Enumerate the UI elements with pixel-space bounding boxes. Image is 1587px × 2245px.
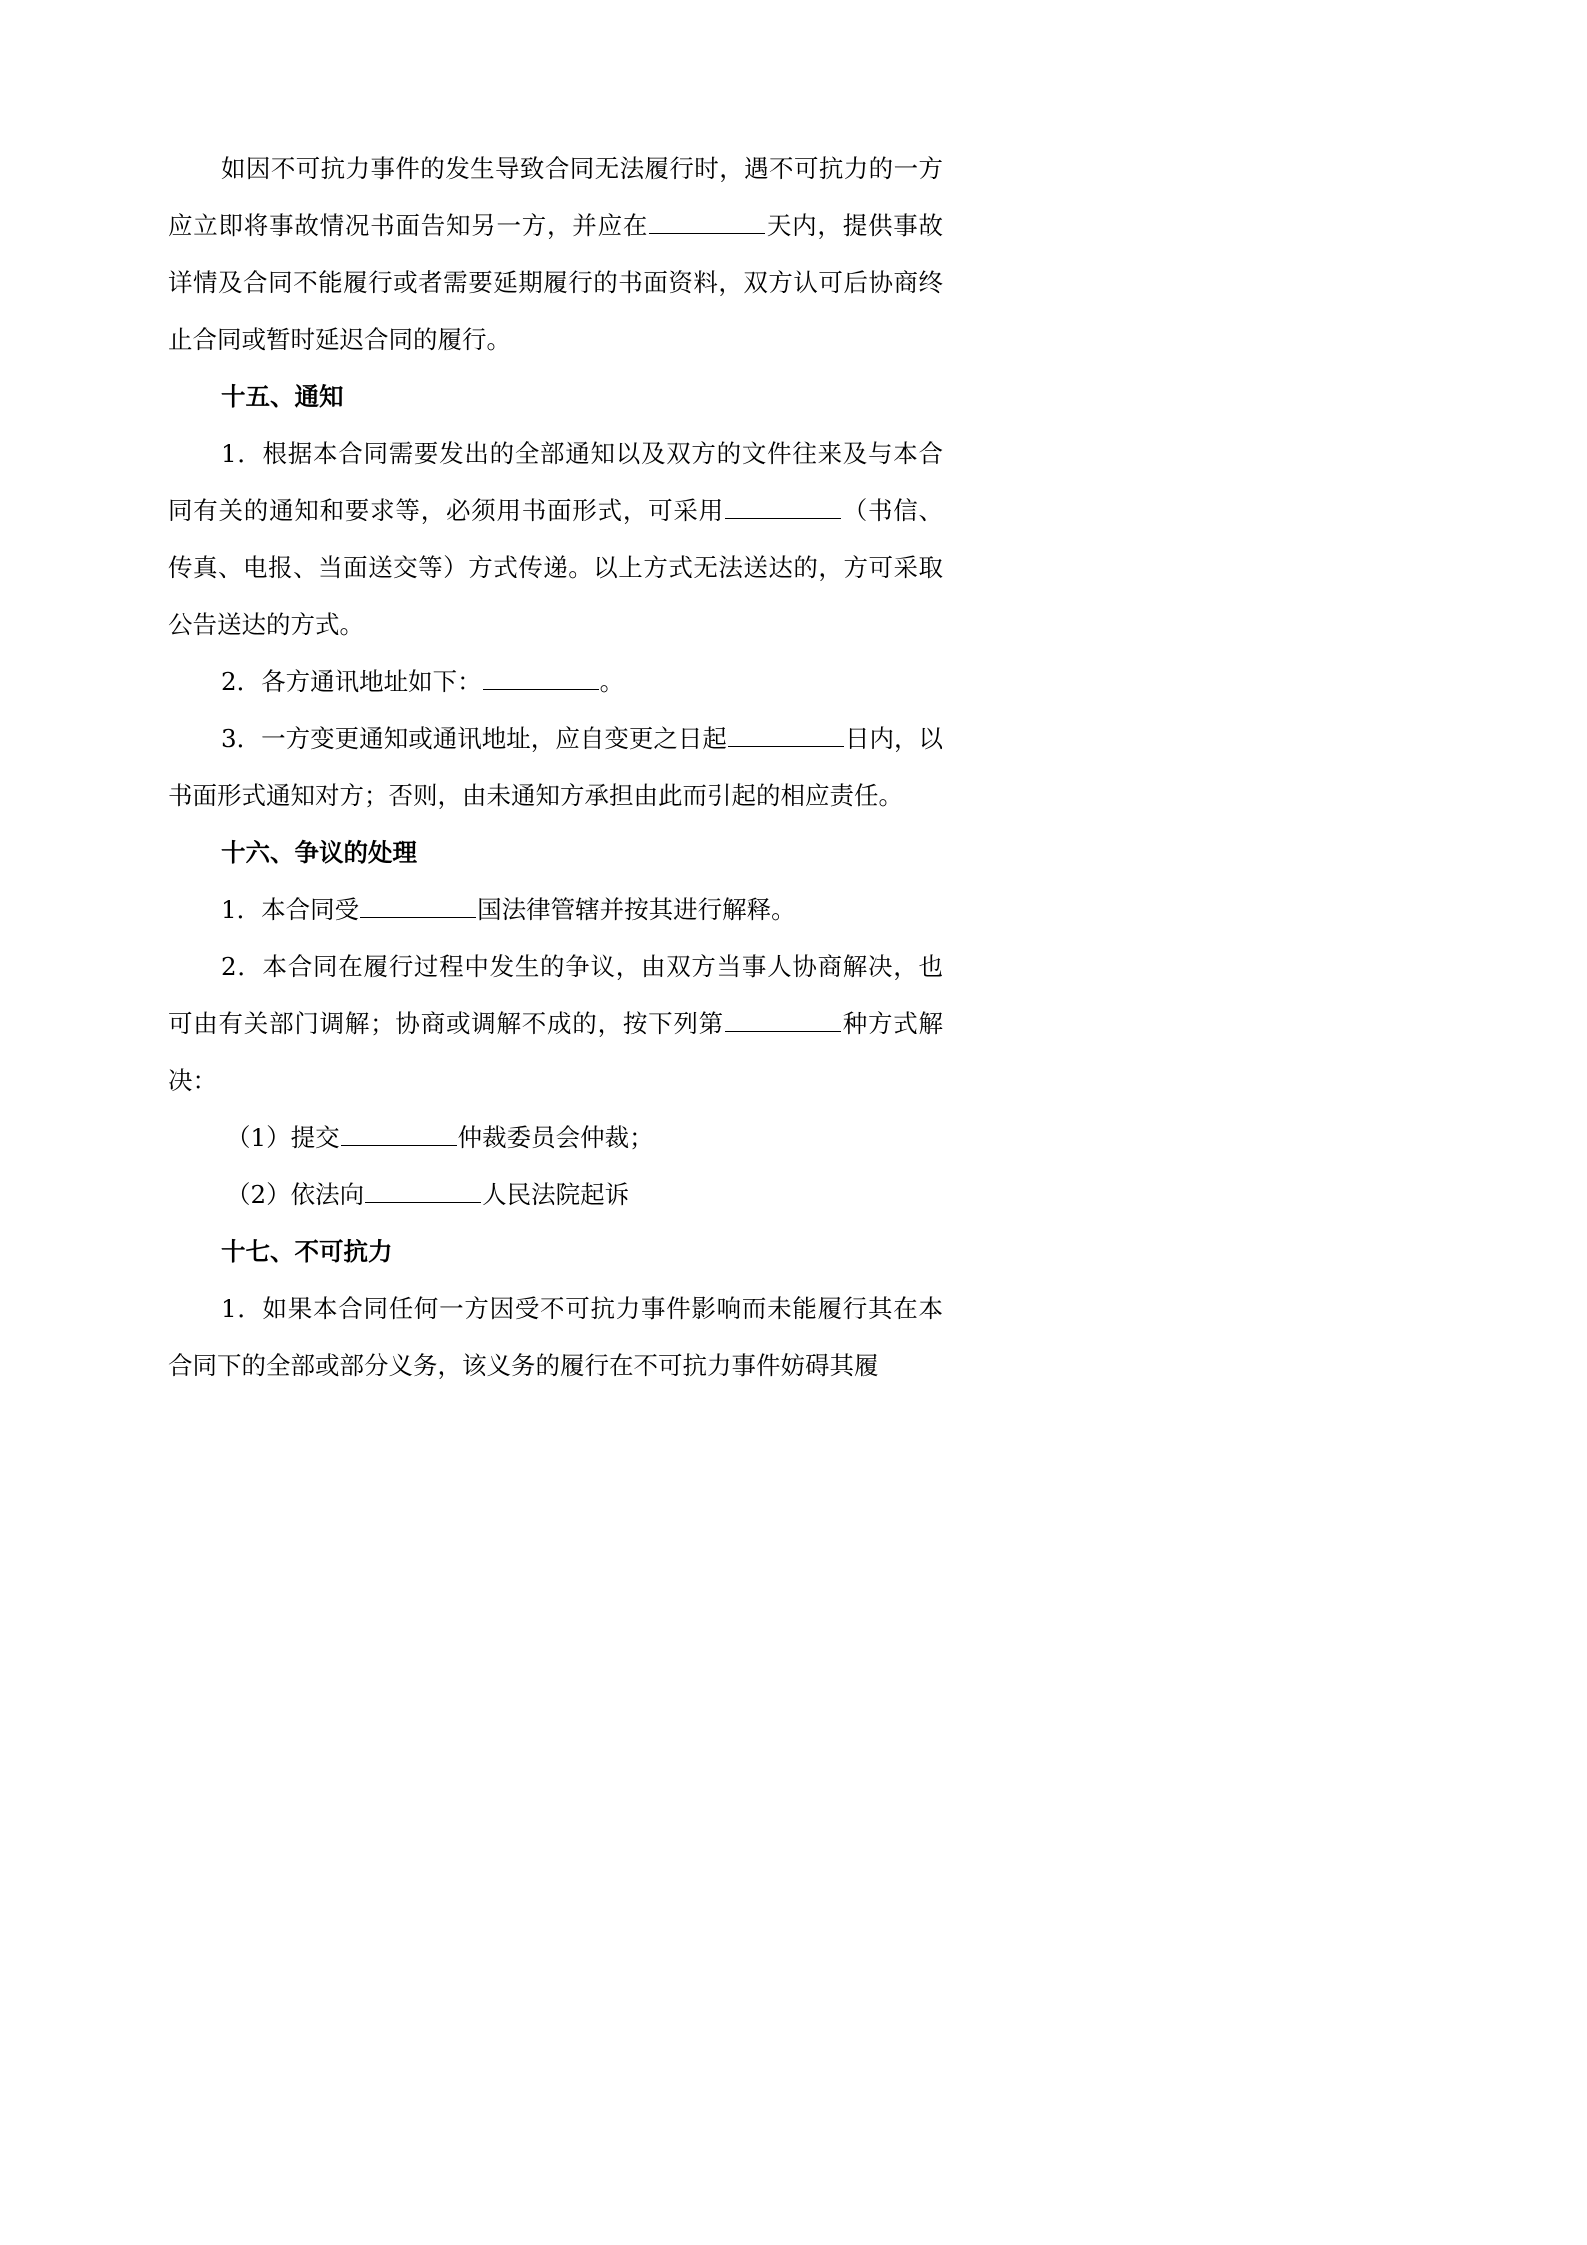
- section-heading-notice: 十五、通知: [221, 382, 344, 411]
- text-segment: 3．一方变更通知或通讯地址，应自变更之日起: [221, 724, 727, 753]
- blank-field-address[interactable]: [483, 667, 599, 690]
- blank-field-country[interactable]: [360, 895, 476, 918]
- blank-field-days[interactable]: [649, 211, 765, 234]
- blank-field-delivery-method[interactable]: [725, 496, 841, 519]
- clause-16-2-option-2: [168, 1166, 943, 1223]
- text-segment: （1）提交: [226, 1123, 340, 1152]
- text-segment: 人民法院起诉: [482, 1180, 630, 1209]
- document-body: [168, 140, 943, 1394]
- blank-field-method-number[interactable]: [725, 1009, 841, 1032]
- text-segment: 2．各方通讯地址如下：: [221, 667, 482, 696]
- text-segment: （书信、传真、电报、当面送交等）方式传递。以上方式无法送达的，方可采取公告送达的方式。: [168, 496, 943, 639]
- text-segment: 仲裁委员会仲裁；: [457, 1123, 654, 1152]
- clause-16-2: [168, 938, 943, 1109]
- blank-field-court[interactable]: [365, 1180, 481, 1203]
- text-segment: 如因不可抗力事件的发生导致合同无法履行时，遇不可抗力的一方应立即将事故情况书面告知另一方，并应在: [168, 154, 943, 240]
- text-segment: 2．本合同在履行过程中发生的争议，由双方当事人协商解决，也可由有关部门调解；协商或调解不成的，按下列第: [168, 952, 943, 1038]
- clause-17-1: 1．如果本合同任何一方因受不可抗力事件影响而未能履行其在本合同下的全部或部分义务，该义务的履行在不可抗力事件妨碍其履: [168, 1294, 943, 1380]
- document-page: [0, 0, 1100, 1556]
- text-segment: 种方式解决：: [168, 1009, 943, 1095]
- section-heading-force-majeure: 十七、不可抗力: [221, 1237, 393, 1266]
- clause-15-3: [168, 710, 943, 824]
- text-segment: （2）依法向: [226, 1180, 365, 1209]
- blank-field-notice-days[interactable]: [728, 724, 844, 747]
- clause-16-1: [168, 881, 943, 938]
- section-heading-disputes: 十六、争议的处理: [221, 838, 417, 867]
- blank-field-arbitration-commission[interactable]: [341, 1123, 457, 1146]
- clause-15-1: [168, 425, 943, 653]
- text-segment: 。: [599, 667, 625, 696]
- text-segment: 国法律管辖并按其进行解释。: [477, 895, 796, 924]
- text-segment: 天内，提供事故详情及合同不能履行或者需要延期履行的书面资料，双方认可后协商终止合同或暂时延迟合同的履行。: [168, 211, 944, 354]
- clause-15-2: [168, 653, 943, 710]
- text-segment: 1．本合同受: [221, 895, 360, 924]
- text-segment: 1．根据本合同需要发出的全部通知以及双方的文件往来及与本合同有关的通知和要求等，必须用书面形式，可采用: [168, 439, 943, 525]
- clause-16-2-option-1: [168, 1109, 943, 1166]
- force-majeure-paragraph: [168, 140, 943, 368]
- text-segment: 日内，以书面形式通知对方；否则，由未通知方承担由此而引起的相应责任。: [168, 724, 944, 810]
